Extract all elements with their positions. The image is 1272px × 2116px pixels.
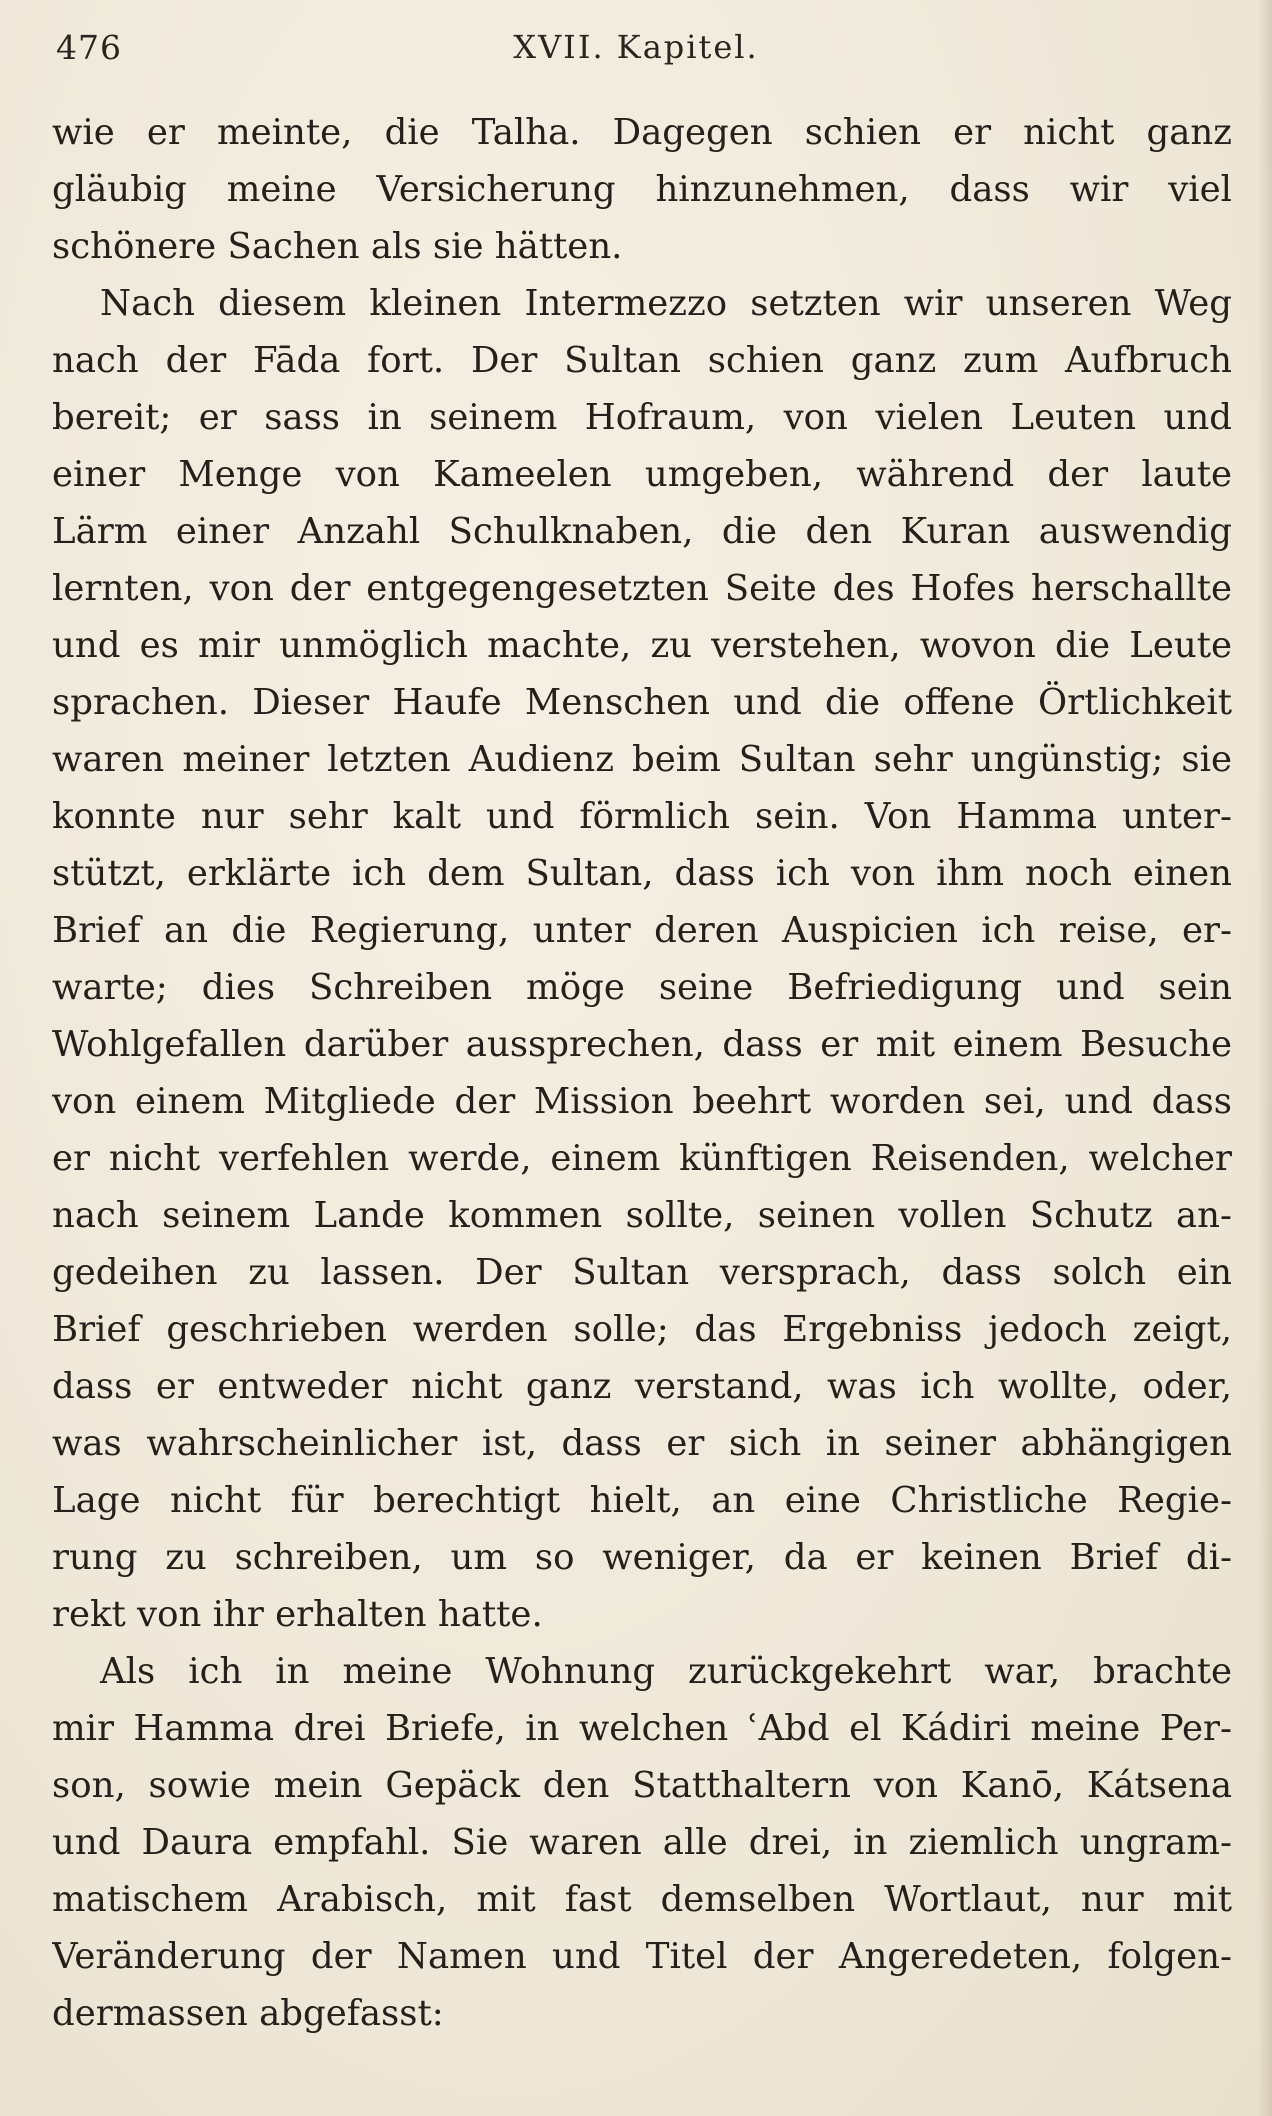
- paragraph: [52, 275, 1232, 1643]
- text-line: wie er meinte, die Talha. Dagegen schien er nicht ganz: [52, 112, 1232, 153]
- text-line: lernten, von der entgegengesetzten Seite des Hofes herschallte: [52, 568, 1232, 609]
- text-line: dass er entweder nicht ganz verstand, was ich wollte, oder,: [52, 1366, 1232, 1407]
- page-header: [56, 28, 1216, 78]
- text-line: waren meiner letzten Audienz beim Sultan sehr ungünstig; sie: [52, 739, 1232, 780]
- text-line: mir Hamma drei Briefe, in welchen ʿAbd el Kádiri meine Per-: [52, 1708, 1232, 1749]
- text-line: Lärm einer Anzahl Schulknaben, die den Kuran auswendig: [52, 511, 1232, 552]
- text-line: sprachen. Dieser Haufe Menschen und die offene Örtlichkeit: [52, 682, 1232, 723]
- text-line: dermassen abgefasst:: [52, 1993, 444, 2034]
- text-line: warte; dies Schreiben möge seine Befriedigung und sein: [52, 967, 1232, 1008]
- text-line: rekt von ihr erhalten hatte.: [52, 1594, 543, 1635]
- text-line: Brief an die Regierung, unter deren Auspicien ich reise, er-: [52, 910, 1232, 951]
- text-line: bereit; er sass in seinem Hofraum, von vielen Leuten und: [52, 397, 1232, 438]
- text-line: gläubig meine Versicherung hinzunehmen, dass wir viel: [52, 169, 1232, 210]
- page-edge-shadow: [1258, 0, 1272, 2116]
- body-text: [52, 104, 1232, 2042]
- text-line: und es mir unmöglich machte, zu verstehen, wovon die Leute: [52, 625, 1232, 666]
- text-line: Als ich in meine Wohnung zurückgekehrt war, brachte: [100, 1651, 1232, 1692]
- text-line: und Daura empfahl. Sie waren alle drei, in ziemlich ungram-: [52, 1822, 1232, 1863]
- text-line: Lage nicht für berechtigt hielt, an eine Christliche Regie-: [52, 1480, 1232, 1521]
- text-line: Nach diesem kleinen Intermezzo setzten wir unseren Weg: [100, 283, 1232, 324]
- paragraph: [52, 104, 1232, 275]
- text-line: Veränderung der Namen und Titel der Angeredeten, folgen-: [52, 1936, 1232, 1977]
- text-line: einer Menge von Kameelen umgeben, während der laute: [52, 454, 1232, 495]
- text-line: er nicht verfehlen werde, einem künftigen Reisenden, welcher: [52, 1138, 1232, 1179]
- text-line: Wohlgefallen darüber aussprechen, dass er mit einem Besuche: [52, 1024, 1232, 1065]
- text-line: stützt, erklärte ich dem Sultan, dass ich von ihm noch einen: [52, 853, 1232, 894]
- text-line: nach seinem Lande kommen sollte, seinen vollen Schutz an-: [52, 1195, 1232, 1236]
- page-number: 476: [56, 28, 122, 67]
- paragraph: [52, 1643, 1232, 2042]
- text-line: son, sowie mein Gepäck den Statthaltern von Kanō, Kátsena: [52, 1765, 1232, 1806]
- text-line: konnte nur sehr kalt und förmlich sein. Von Hamma unter-: [52, 796, 1232, 837]
- text-line: matischem Arabisch, mit fast demselben Wortlaut, nur mit: [52, 1879, 1232, 1920]
- text-line: rung zu schreiben, um so weniger, da er keinen Brief di-: [52, 1537, 1232, 1578]
- text-line: was wahrscheinlicher ist, dass er sich in seiner abhängigen: [52, 1423, 1232, 1464]
- text-line: nach der Fāda fort. Der Sultan schien ganz zum Aufbruch: [52, 340, 1232, 381]
- text-line: Brief geschrieben werden solle; das Ergebniss jedoch zeigt,: [52, 1309, 1232, 1350]
- text-line: von einem Mitgliede der Mission beehrt worden sei, und dass: [52, 1081, 1232, 1122]
- running-head: XVII. Kapitel.: [513, 28, 759, 66]
- text-line: schönere Sachen als sie hätten.: [52, 226, 623, 267]
- text-line: gedeihen zu lassen. Der Sultan versprach, dass solch ein: [52, 1252, 1232, 1293]
